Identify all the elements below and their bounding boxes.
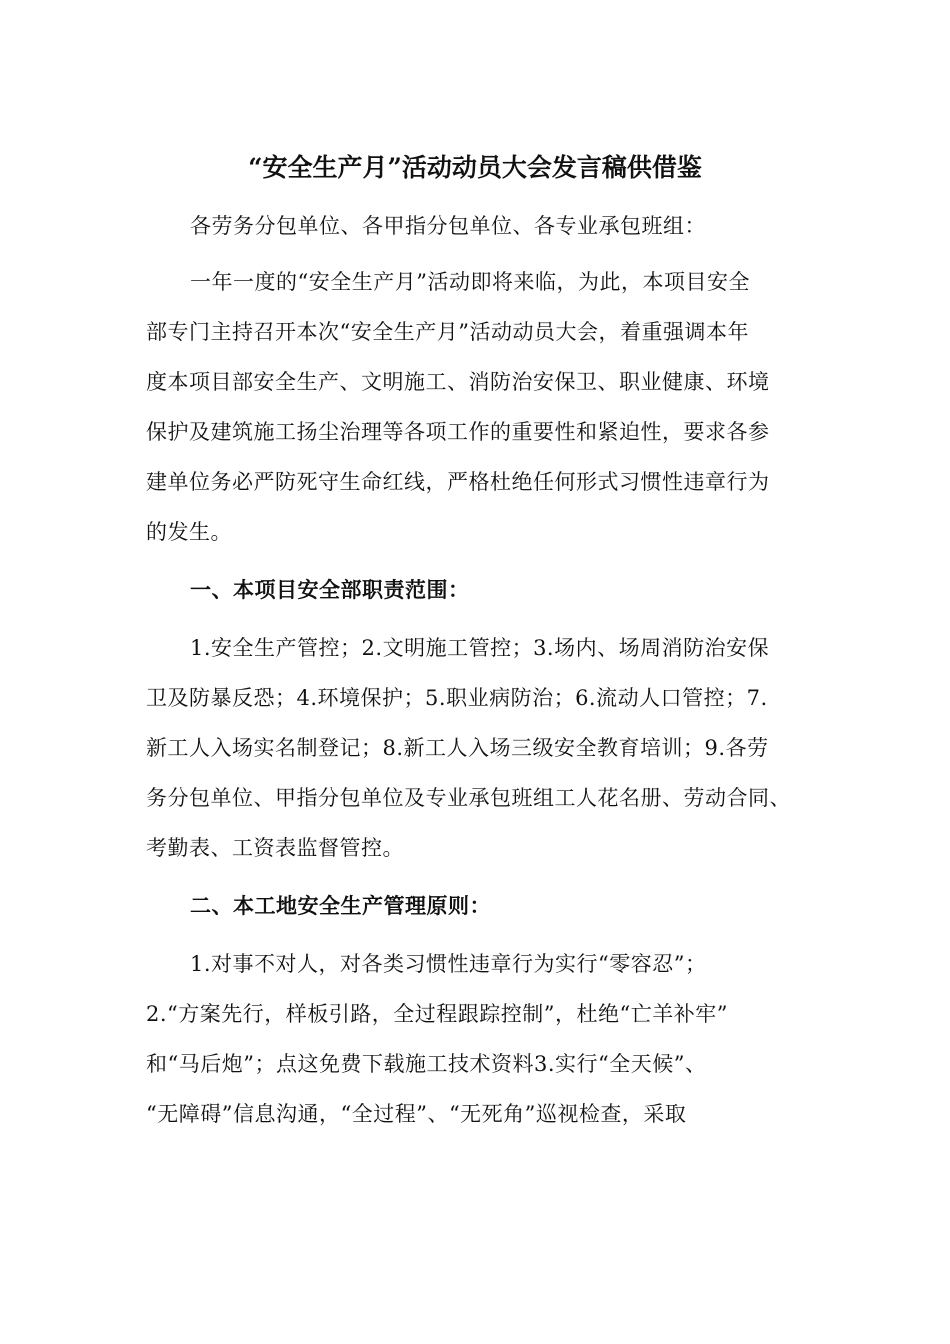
document-title: “安全生产月”活动动员大会发言稿供借鉴 xyxy=(248,153,702,182)
intro-line-4: 保护及建筑施工扬尘治理等各项工作的重要性和紧迫性，要求各参 xyxy=(146,420,770,444)
section-1-line-1: 1.安全生产管控；2.文明施工管控；3.场内、场周消防治安保 xyxy=(190,636,770,660)
intro-line-3: 度本项目部安全生产、文明施工、消防治安保卫、职业健康、环境 xyxy=(146,370,770,394)
intro-line-5: 建单位务必严防死守生命红线，严格杜绝任何形式习惯性违章行为 xyxy=(146,470,770,494)
section-1-line-4: 务分包单位、甲指分包单位及专业承包班组工人花名册、劳动合同、 xyxy=(146,786,791,810)
section-2-line-2: 2.“方案先行，样板引路，全过程跟踪控制”，杜绝“亡羊补牢” xyxy=(146,1002,728,1026)
intro-line-2: 部专门主持召开本次“安全生产月”活动动员大会，着重强调本年 xyxy=(146,320,749,344)
section-2-line-3: 和“马后炮”；点这免费下载施工技术资料3.实行“全天候”、 xyxy=(146,1052,707,1076)
section-2-heading: 二、本工地安全生产管理原则： xyxy=(190,893,491,918)
section-2-line-4: “无障碍”信息沟通，“全过程”、“无死角”巡视检查，采取 xyxy=(146,1102,687,1126)
section-1-line-2: 卫及防暴反恐；4.环境保护；5.职业病防治；6.流动人口管控；7. xyxy=(146,686,768,710)
section-2-line-1: 1.对事不对人，对各类习惯性违章行为实行“零容忍”； xyxy=(190,952,707,976)
intro-line-1: 一年一度的“安全生产月”活动即将来临，为此，本项目安全 xyxy=(190,270,750,294)
section-1-line-5: 考勤表、工资表监督管控。 xyxy=(146,836,404,860)
intro-line-6: 的发生。 xyxy=(146,520,232,544)
salutation: 各劳务分包单位、各甲指分包单位、各专业承包班组： xyxy=(190,214,706,238)
section-1-heading: 一、本项目安全部职责范围： xyxy=(190,577,470,602)
section-1-line-3: 新工人入场实名制登记；8.新工人入场三级安全教育培训；9.各劳 xyxy=(146,736,769,760)
